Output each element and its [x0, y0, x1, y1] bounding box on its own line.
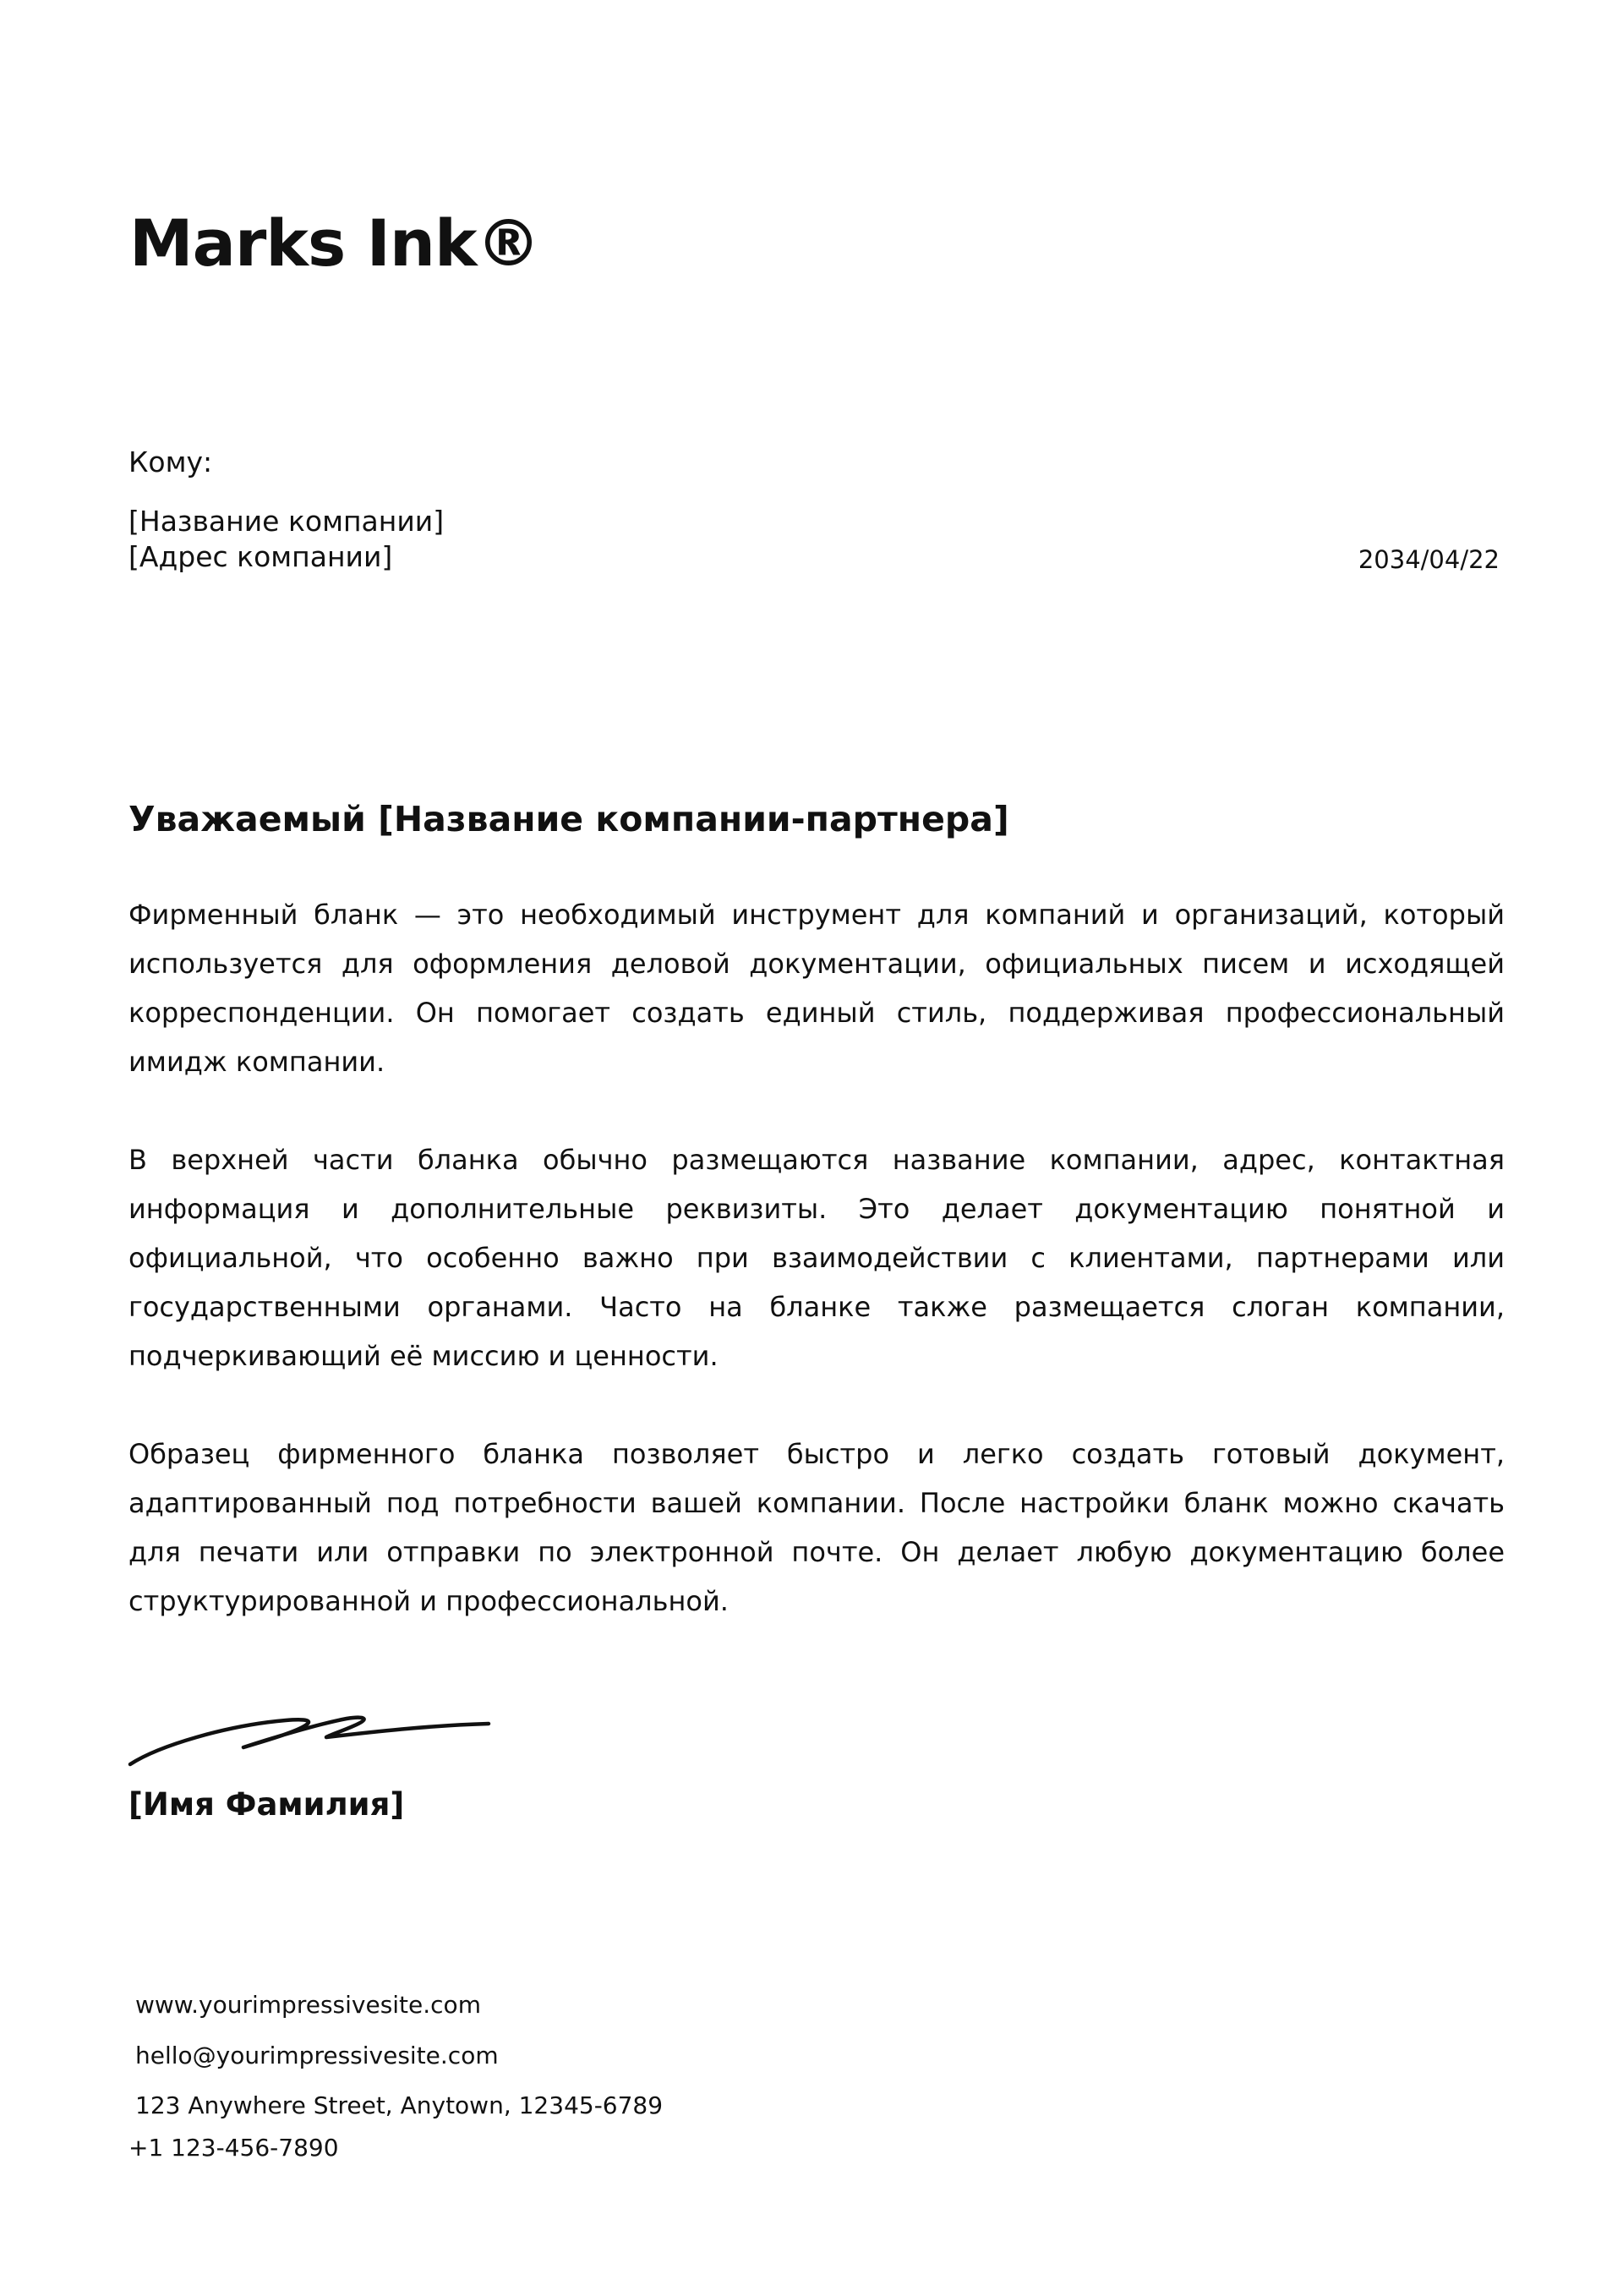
company-brand-title: Marks Ink®: [129, 205, 540, 281]
contact-phone: +1 123-456-7890: [128, 2134, 339, 2162]
body-paragraph-1: Фирменный бланк — это необходимый инструмент для компаний и организаций, который используется для оформления деловой документации, официальных писем и исходящей корреспонденции. Он помогает создать единый стиль, поддерживая профессиональный имидж компании.: [128, 899, 1505, 1078]
recipient-label: Кому:: [128, 446, 213, 478]
recipient-company-name: [Название компании]: [128, 505, 445, 538]
contact-address: 123 Anywhere Street, Anytown, 12345-6789: [135, 2091, 664, 2119]
handwritten-signature: [125, 1695, 497, 1779]
recipient-company-address: [Адрес компании]: [128, 540, 393, 573]
letter-date: 2034/04/22: [1358, 545, 1500, 574]
contact-email[interactable]: hello@yourimpressivesite.com: [135, 2042, 499, 2069]
contact-website[interactable]: www.yourimpressivesite.com: [135, 1991, 481, 2019]
recipient-block: [128, 504, 444, 575]
signer-name: [Имя Фамилия]: [128, 1786, 405, 1823]
body-paragraph-3: Образец фирменного бланка позволяет быстро и легко создать готовый документ, адаптированный под потребности вашей компании. После настройки бланк можно скачать для печати или отправки по электронной почте. Он делает любую документацию более структурированной и профессиональной.: [128, 1438, 1505, 1617]
letter-body: [128, 890, 1505, 1675]
body-paragraph-2: В верхней части бланка обычно размещаются название компании, адрес, контактная информация и дополнительные реквизиты. Это делает документацию понятной и официальной, что особенно важно при взаимодействии с клиентами, партнерами или государственными органами. Часто на бланке также размещается слоган компании, подчеркивающий её миссию и ценности.: [128, 1144, 1505, 1372]
letter-greeting: Уважаемый [Название компании-партнера]: [128, 799, 1009, 839]
